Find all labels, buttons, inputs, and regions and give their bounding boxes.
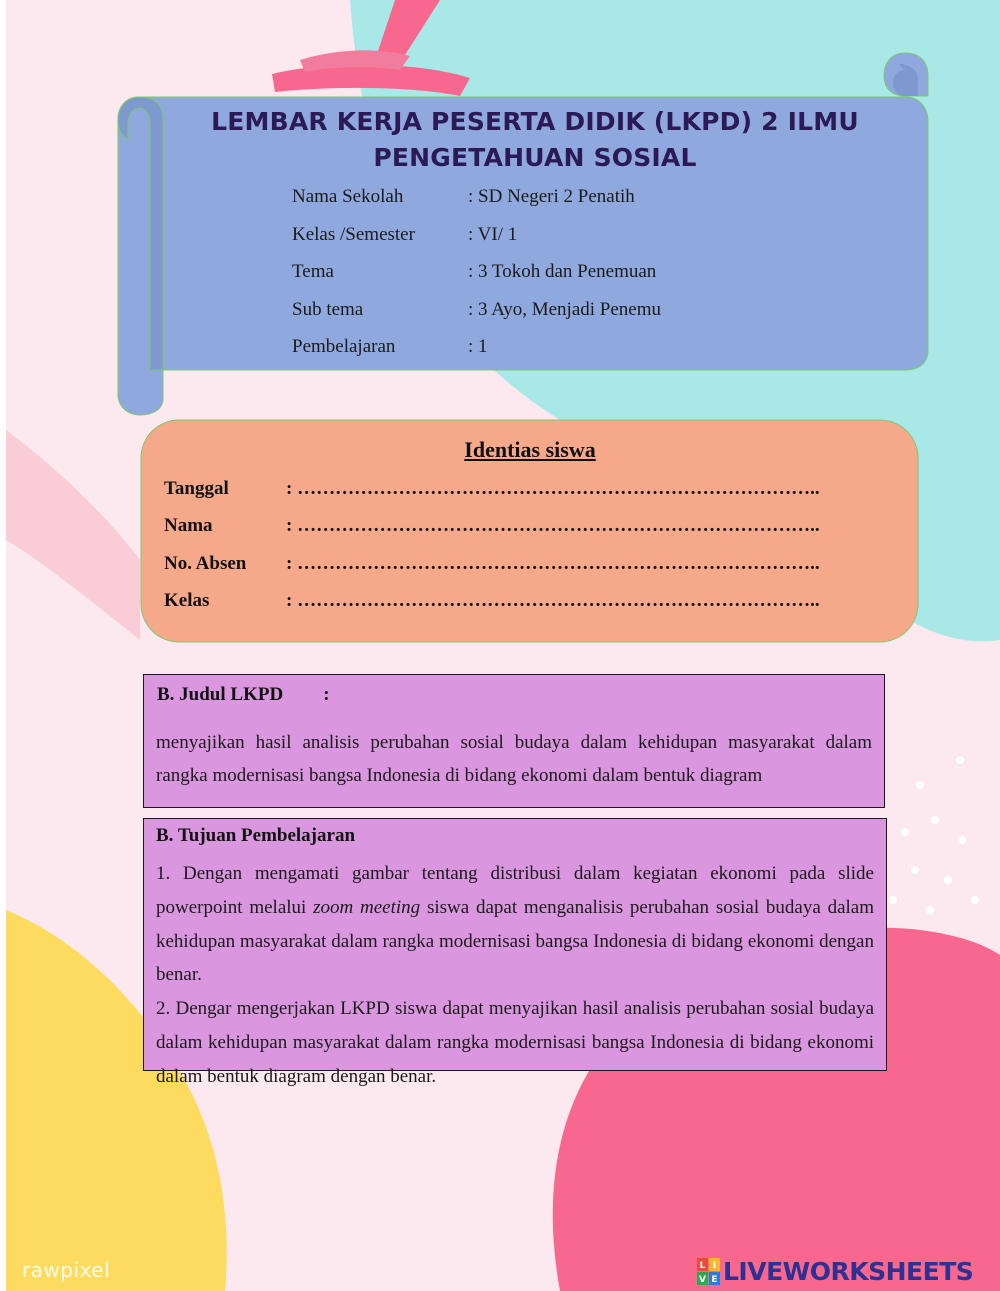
tujuan-list: [156, 857, 874, 1094]
worksheet-title: LEMBAR KERJA PESERTA DIDIK (LKPD) 2 ILMU PENGETAHUAN SOSIAL: [211, 107, 859, 172]
judul-colon: :: [323, 684, 330, 705]
liveworksheets-brand: LIVEWORKSHEETS: [723, 1257, 974, 1286]
meta-value: : 3 Ayo, Menjadi Penemu: [468, 298, 661, 320]
liveworksheets-logo[interactable]: [697, 1257, 997, 1287]
identity-blank[interactable]: : ………………………………………………………………………..: [286, 589, 820, 611]
tujuan-heading: B. Tujuan Pembelajaran: [156, 825, 356, 846]
meta-label: Tema: [292, 261, 334, 282]
meta-row-school: [292, 186, 852, 224]
identity-fields: [164, 478, 884, 627]
meta-row-lesson: [292, 336, 852, 374]
identity-blank[interactable]: : ………………………………………………………………………..: [286, 552, 820, 574]
logo-letter: L: [699, 1261, 706, 1271]
identity-title: Identias siswa: [464, 437, 596, 462]
tujuan-item-1: [156, 857, 874, 992]
meta-value: : VI/ 1: [468, 223, 518, 245]
identity-label: Tanggal: [164, 478, 229, 499]
tujuan-item-1-start: 1. Dengan mengamati gambar tentang distribusi dalam kegiatan ekonomi pada slide powerpoint melalui: [156, 863, 874, 918]
meta-row-subtheme: [292, 299, 852, 337]
meta-label: Pembelajaran: [292, 336, 396, 357]
judul-box: [143, 674, 885, 808]
identity-row-name[interactable]: [164, 515, 884, 552]
meta-row-class: [292, 224, 852, 262]
judul-heading-text: B. Judul LKPD: [157, 684, 284, 705]
identity-label: No. Absen: [164, 552, 247, 574]
identity-blank[interactable]: : ………………………………………………………………………..: [286, 478, 820, 499]
tujuan-item-1-end: siswa dapat menganalisis perubahan sosial budaya dalam kehidupan masyarakat dalam rangka modernisasi bangsa Indonesia di bidang ekonomi dengan benar.: [156, 896, 874, 986]
judul-heading: [157, 684, 330, 706]
meta-label: Sub tema: [292, 298, 364, 320]
school-info: [292, 186, 852, 374]
meta-value: : SD Negeri 2 Penatih: [468, 186, 635, 207]
identity-blank[interactable]: : ………………………………………………………………………..: [286, 515, 820, 537]
identity-row-absen[interactable]: [164, 553, 884, 590]
tujuan-item-2: 2. Dengar mengerjakan LKPD siswa dapat menyajikan hasil analisis perubahan sosial budaya dalam kehidupan masyarakat dalam rangka modernisasi bangsa Indonesia di bidang ekonomi dalam bentuk diagram dengan benar.: [156, 998, 874, 1087]
rawpixel-watermark: rawpixel: [22, 1258, 111, 1282]
meta-label: Kelas /Semester: [292, 223, 415, 245]
identity-label: Nama: [164, 515, 213, 537]
identity-row-class[interactable]: [164, 590, 884, 627]
liveworksheets-icon: [697, 1258, 721, 1286]
meta-row-theme: [292, 261, 852, 299]
logo-letter: V: [699, 1275, 706, 1285]
logo-letter: E: [711, 1275, 718, 1285]
meta-value: : 1: [468, 336, 488, 357]
logo-letter: I: [712, 1261, 717, 1271]
tujuan-item-1-italic: zoom meeting: [313, 896, 421, 918]
identity-row-date[interactable]: [164, 478, 884, 515]
meta-label: Nama Sekolah: [292, 186, 404, 207]
identity-label: Kelas: [164, 589, 210, 611]
meta-value: : 3 Tokoh dan Penemuan: [468, 261, 657, 282]
tujuan-box: [143, 818, 887, 1087]
judul-text: menyajikan hasil analisis perubahan sosial budaya dalam kehidupan masyarakat dalam rangka modernisasi bangsa Indonesia di bidang ekonomi dalam bentuk diagram: [156, 732, 872, 786]
